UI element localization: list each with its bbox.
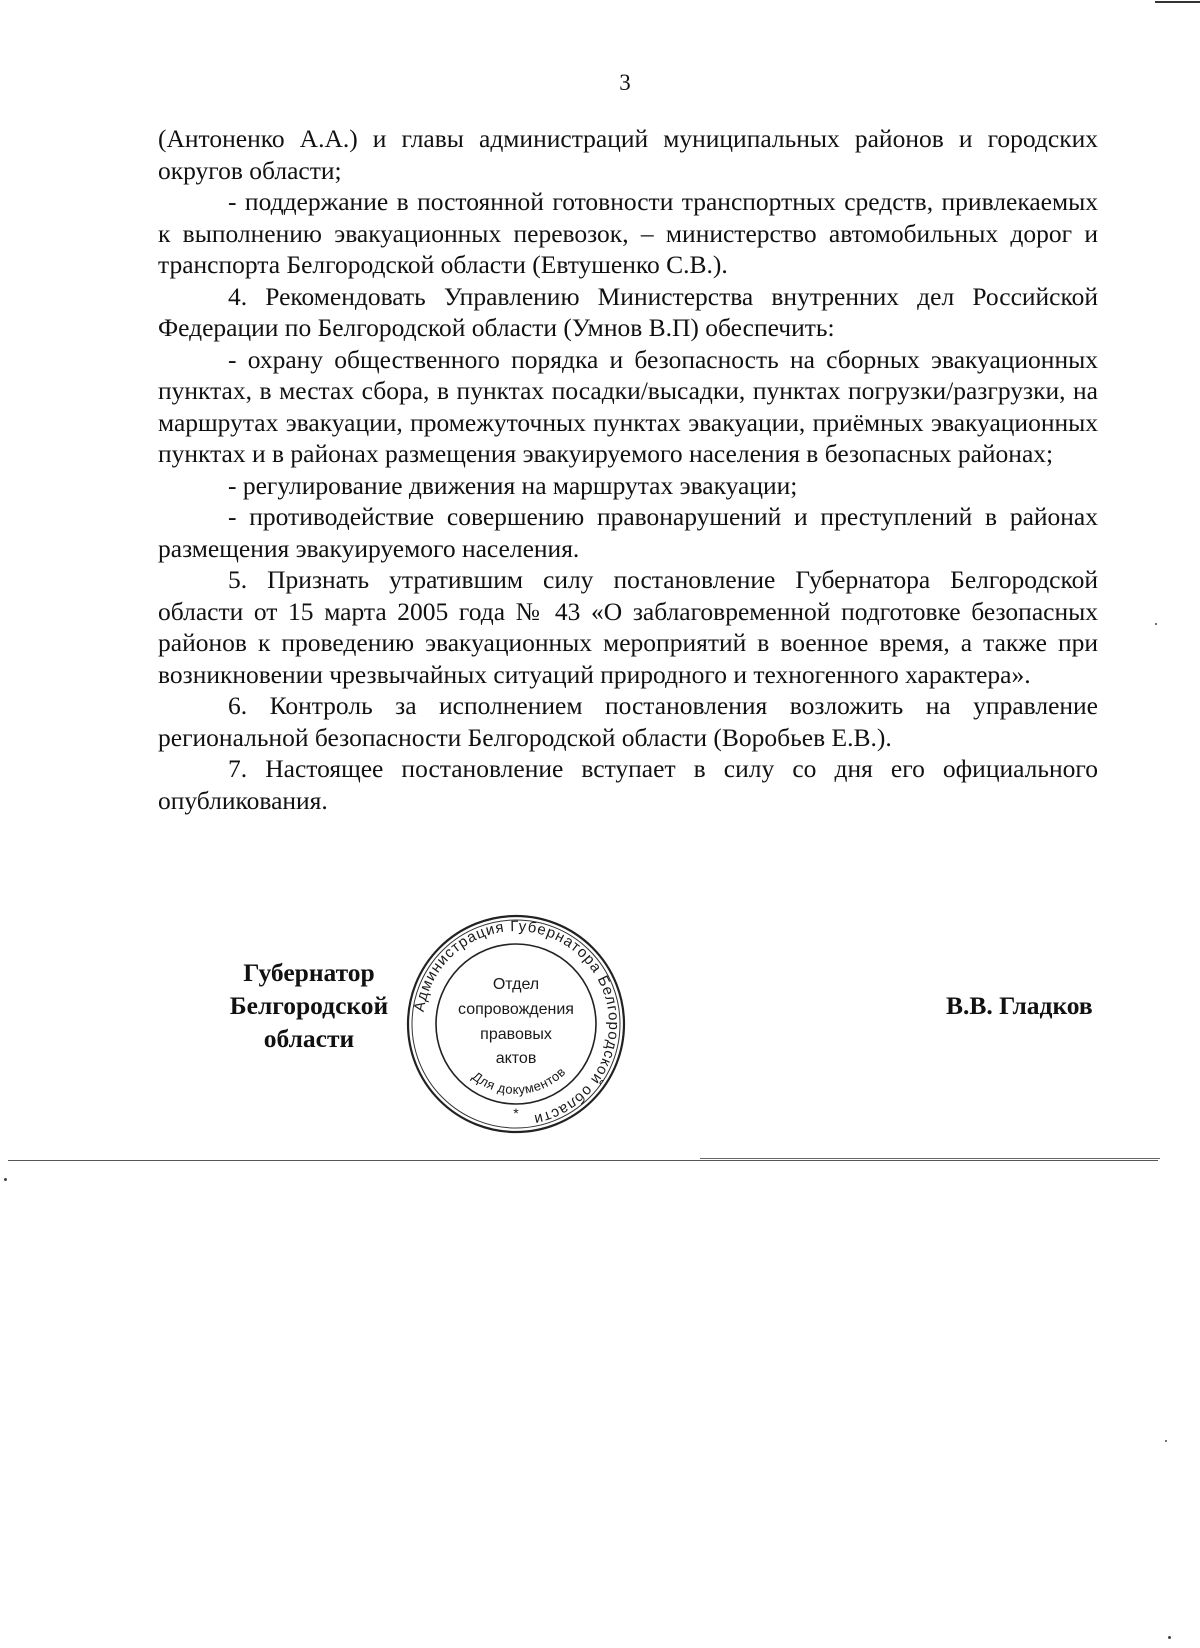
bottom-divider	[8, 1160, 1158, 1161]
stamp-center-line1: Отдел	[492, 976, 540, 993]
signatory-title	[184, 956, 434, 1055]
stamp-star-icon: *	[513, 1105, 519, 1121]
stamp-inner-ring-text: Для документов	[469, 1063, 569, 1098]
official-stamp	[403, 911, 629, 1137]
paragraph-transport-readiness: - поддержание в постоянной готовности транспортных средств, привлекаемых к выполнению эвакуационных перевозок, – министерство автомобильных дорог и транспорта Белгородской области (Евтушенко С.В.).	[158, 187, 1098, 279]
scan-speck	[4, 1178, 7, 1181]
signatory-title-line2: Белгородской области	[229, 991, 389, 1053]
document-body	[158, 123, 1098, 816]
paragraph-traffic-regulation: - регулирование движения на маршрутах эвакуации;	[228, 470, 798, 500]
stamp-inner-circle	[436, 944, 596, 1104]
scan-speck	[1165, 1440, 1167, 1442]
paragraph-public-order: - охрану общественного порядка и безопасность на сборных эвакуационных пунктах, в местах сбора, в пунктах посадки/высадки, пунктах погрузки/разгрузки, на маршрутах эвакуации, промежуточных пунктах эвакуации, приёмных эвакуационных пунктах и в районах размещения эвакуируемого населения в безопасных районах;	[158, 344, 1098, 468]
paragraph-item-5: 5. Признать утратившим силу постановление Губернатора Белгородской области от 15 марта 2005 года № 43 «О заблаговременной подготовке безопасных районов к проведению эвакуационных мероприятий в военное время, а также при возникновении чрезвычайных ситуаций природного и техногенного характера».	[158, 565, 1098, 689]
signatory-title-line1: Губернатор	[243, 958, 375, 987]
bottom-divider-overlap	[700, 1158, 1160, 1159]
paragraph-crime-prevention: - противодействие совершению правонарушений и преступлений в районах размещения эвакуируемого населения.	[158, 502, 1098, 563]
scan-speck	[1155, 623, 1157, 625]
stamp-center-line2: сопровождения	[458, 1001, 574, 1018]
stamp-outer-ring-text: Администрация Губернатора Белгородской области	[410, 917, 623, 1129]
paragraph-item-7: 7. Настоящее постановление вступает в силу со дня его официального опубликования.	[158, 754, 1098, 815]
stamp-outer-circle	[408, 916, 624, 1132]
signatory-name: В.В. Гладков	[946, 991, 1093, 1020]
paragraph-continuation: (Антоненко А.А.) и главы администраций муниципальных районов и городских округов области;	[158, 124, 1098, 185]
stamp-center-line3: правовых	[480, 1026, 552, 1043]
paragraph-item-6: 6. Контроль за исполнением постановления возложить на управление региональной безопасности Белгородской области (Воробьев Е.В.).	[158, 691, 1098, 752]
scan-speck	[1168, 1636, 1171, 1639]
stamp-center-line4: актов	[495, 1050, 537, 1067]
paragraph-item-4: 4. Рекомендовать Управлению Министерства внутренних дел Российской Федерации по Белгородской области (Умнов В.П) обеспечить:	[158, 281, 1098, 342]
page-number: 3	[619, 70, 631, 95]
scan-edge-mark	[1155, 1, 1200, 3]
